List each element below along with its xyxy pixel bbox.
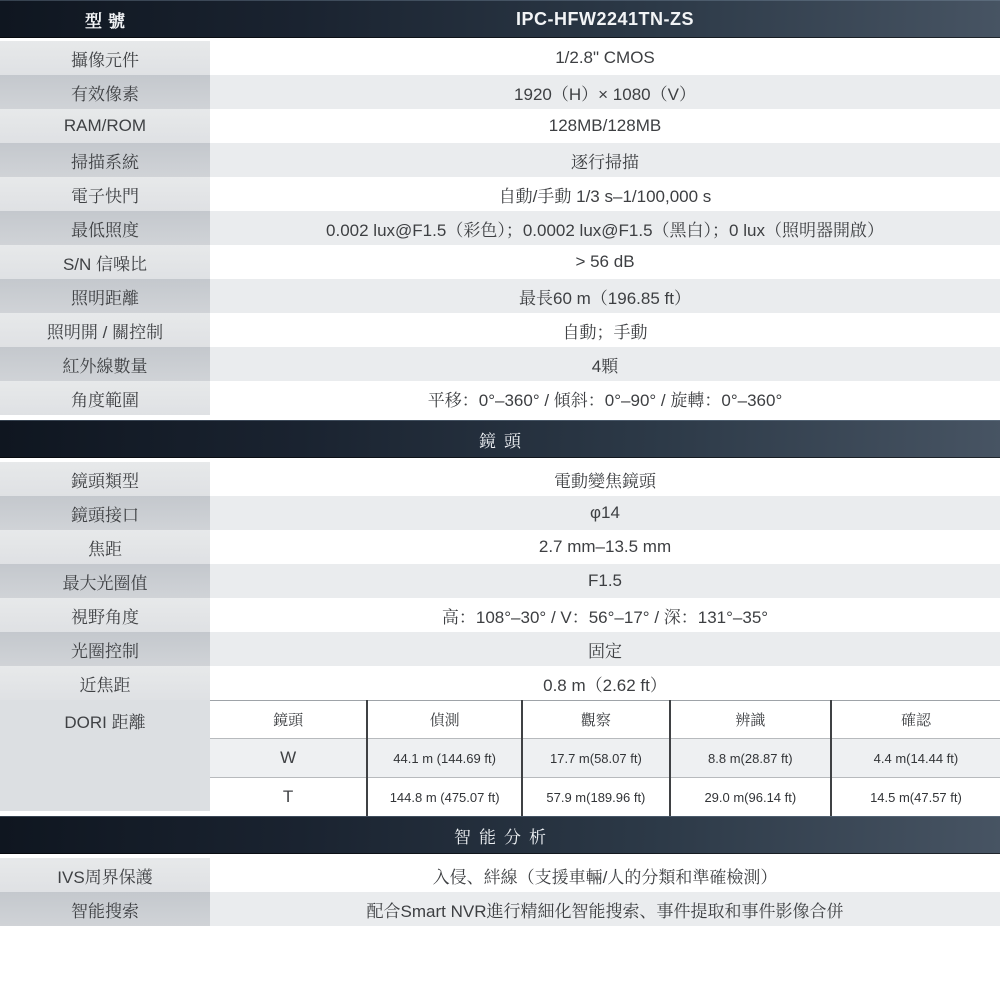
dori-cell: 4.4 m(14.44 ft): [831, 739, 1000, 778]
spec-value: 逐行掃描: [210, 143, 1000, 177]
row-illuminator-on-off-control: [0, 313, 1000, 347]
spec-value: 自動/手動 1/3 s–1/100,000 s: [210, 177, 1000, 211]
spec-label: 鏡頭接口: [0, 496, 210, 530]
row-ram-rom: [0, 109, 1000, 143]
spec-label: 角度範圍: [0, 381, 210, 415]
spec-label: 近焦距: [0, 666, 210, 700]
section-header-smart-analytics: 智能分析: [0, 816, 1000, 854]
spec-value: 固定: [210, 632, 1000, 666]
spec-label: 最大光圈值: [0, 564, 210, 598]
row-iris-control: [0, 632, 1000, 666]
spec-label: 光圈控制: [0, 632, 210, 666]
spec-value: 最長60 m（196.85 ft）: [210, 279, 1000, 313]
model-header-bar: [0, 0, 1000, 38]
spec-label: 掃描系統: [0, 143, 210, 177]
spec-label: 紅外線數量: [0, 347, 210, 381]
row-max-aperture: [0, 564, 1000, 598]
spec-label: 視野角度: [0, 598, 210, 632]
spec-value: 入侵、絆線（支援車輛/人的分類和準確檢測）: [210, 858, 1000, 892]
spec-label: 鏡頭類型: [0, 462, 210, 496]
spec-value: 高：108°–30° / V：56°–17° / 深：131°–35°: [210, 598, 1000, 632]
dori-cell: 144.8 m (475.07 ft): [367, 778, 522, 817]
row-effective-pixels: [0, 75, 1000, 109]
spec-label: 焦距: [0, 530, 210, 564]
row-lens-type: [0, 462, 1000, 496]
row-angle-range: [0, 381, 1000, 415]
spec-value: 電動變焦鏡頭: [210, 462, 1000, 496]
dori-col-observe: 觀察: [522, 701, 670, 739]
spec-value: 1920（H）× 1080（V）: [210, 75, 1000, 109]
spec-value: > 56 dB: [210, 245, 1000, 279]
spec-value: φ14: [210, 496, 1000, 530]
spec-label: 電子快門: [0, 177, 210, 211]
row-ir-led-count: [0, 347, 1000, 381]
row-near-focus-distance: [0, 666, 1000, 700]
row-electronic-shutter: [0, 177, 1000, 211]
dori-tele-row: [210, 778, 1000, 817]
row-focal-length: [0, 530, 1000, 564]
spec-value: 自動；手動: [210, 313, 1000, 347]
model-label: 型號: [85, 11, 131, 31]
spec-label: RAM/ROM: [0, 109, 210, 143]
spec-label: 攝像元件: [0, 41, 210, 75]
spec-label: 智能搜索: [0, 892, 210, 926]
dori-cell: 17.7 m(58.07 ft): [522, 739, 670, 778]
dori-cell: 14.5 m(47.57 ft): [831, 778, 1000, 817]
spec-label: 有效像素: [0, 75, 210, 109]
dori-label: DORI 距離: [0, 700, 210, 811]
spec-label: 照明距離: [0, 279, 210, 313]
spec-label: S/N 信噪比: [0, 245, 210, 279]
dori-cell: 8.8 m(28.87 ft): [670, 739, 831, 778]
dori-col-recognize: 辨識: [670, 701, 831, 739]
spec-label: IVS周界保護: [0, 858, 210, 892]
row-dori-distance: [0, 700, 1000, 811]
dori-cell: T: [210, 778, 367, 817]
spec-value: 4顆: [210, 347, 1000, 381]
spec-value: 平移：0°–360° / 傾斜：0°–90° / 旋轉：0°–360°: [210, 381, 1000, 415]
spec-value: 配合Smart NVR進行精細化智能搜索、事件提取和事件影像合併: [210, 892, 1000, 926]
section-smart-analytics: [0, 858, 1000, 926]
row-snr: [0, 245, 1000, 279]
row-illumination-distance: [0, 279, 1000, 313]
row-smart-search: [0, 892, 1000, 926]
row-image-sensor: [0, 41, 1000, 75]
dori-col-identify: 確認: [831, 701, 1000, 739]
spec-value: 0.002 lux@F1.5（彩色）；0.0002 lux@F1.5（黑白）；0 lux（照明器開啟）: [210, 211, 1000, 245]
dori-cell: 29.0 m(96.14 ft): [670, 778, 831, 817]
dori-cell: W: [210, 739, 367, 778]
spec-value: 128MB/128MB: [210, 109, 1000, 143]
row-scan-system: [0, 143, 1000, 177]
dori-cell: 44.1 m (144.69 ft): [367, 739, 522, 778]
section-camera: [0, 41, 1000, 415]
spec-label: 照明開 / 關控制: [0, 313, 210, 347]
spec-value: 1/2.8" CMOS: [210, 41, 1000, 75]
model-number: IPC-HFW2241TN-ZS: [515, 8, 694, 29]
dori-col-lens: 鏡頭: [210, 701, 367, 739]
row-lens-mount: [0, 496, 1000, 530]
dori-table: [210, 700, 1000, 811]
dori-col-detect: 偵測: [367, 701, 522, 739]
spec-value: F1.5: [210, 564, 1000, 598]
row-ivs-perimeter-protection: [0, 858, 1000, 892]
dori-header-row: [210, 701, 1000, 739]
row-min-illumination: [0, 211, 1000, 245]
section-lens: [0, 462, 1000, 811]
spec-value: 2.7 mm–13.5 mm: [210, 530, 1000, 564]
dori-cell: 57.9 m(189.96 ft): [522, 778, 670, 817]
spec-label: 最低照度: [0, 211, 210, 245]
row-field-of-view: [0, 598, 1000, 632]
spec-value: 0.8 m（2.62 ft）: [210, 666, 1000, 700]
section-header-lens: 鏡頭: [0, 420, 1000, 458]
dori-wide-row: [210, 739, 1000, 778]
